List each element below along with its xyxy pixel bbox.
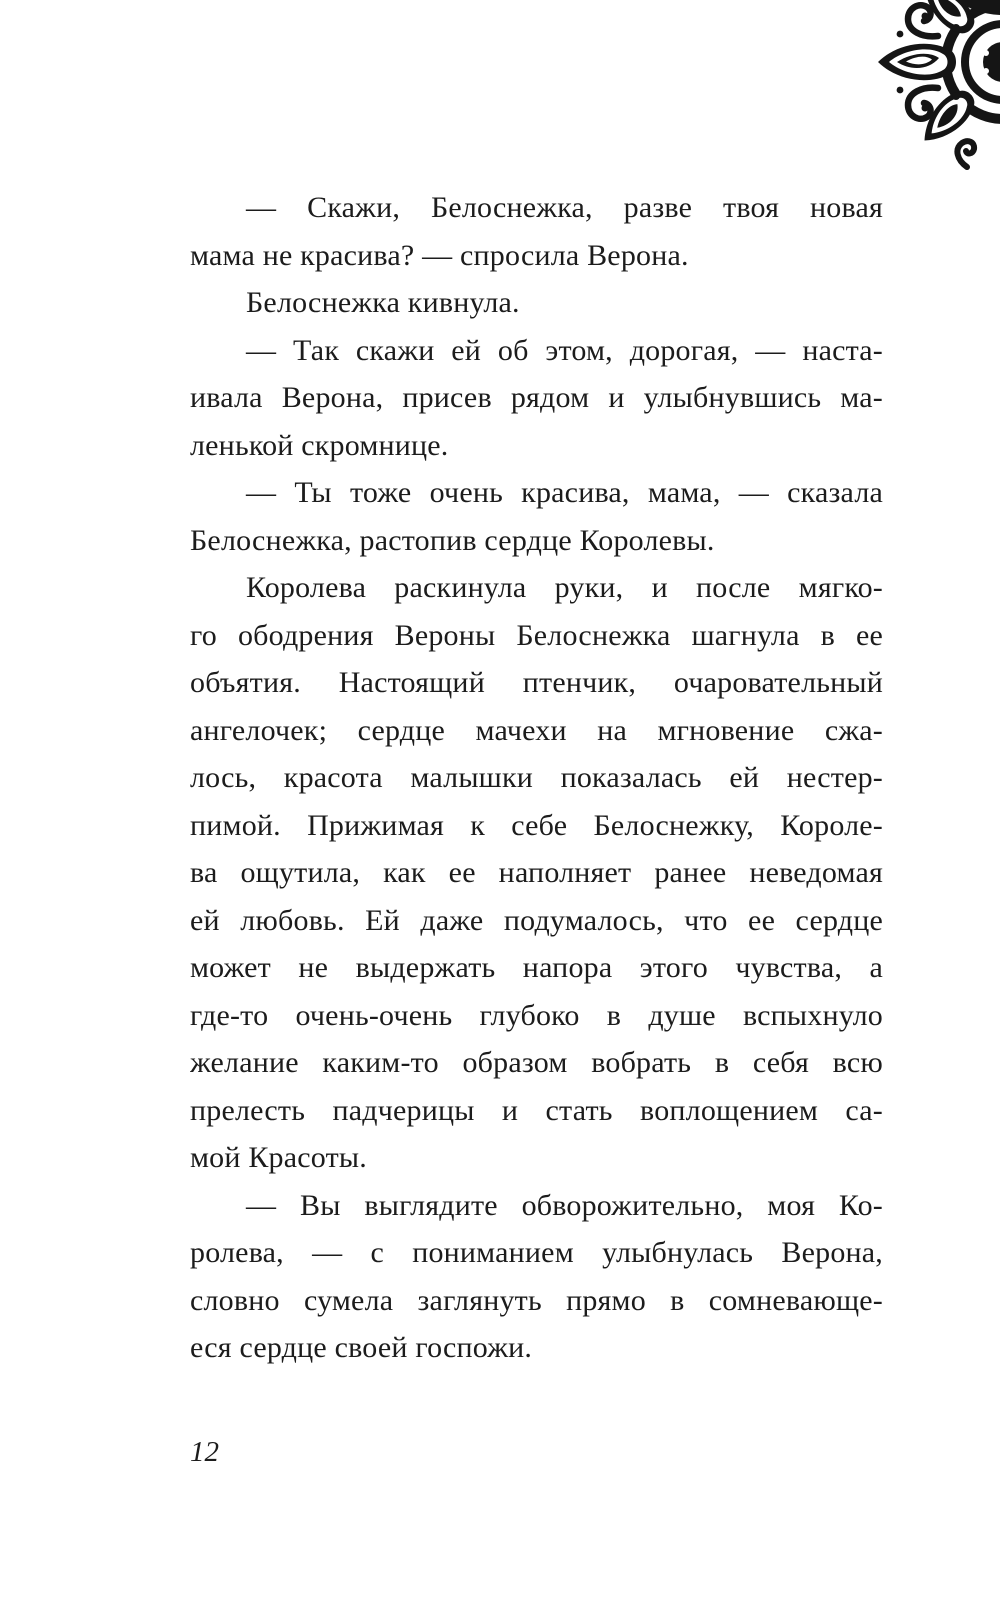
body-text [190, 184, 883, 1372]
text-line: где-то очень-очень глубоко в душе вспыхнуло [190, 998, 883, 1032]
page-number: 12 [190, 1436, 219, 1468]
text-line: го ободрения Вероны Белоснежка шагнула в ее [190, 618, 883, 652]
text-line: желание каким-то образом вобрать в себя всю [190, 1046, 883, 1079]
text-line: ангелочек; сердце мачехи на мгновение сжа- [190, 713, 883, 747]
text-line: ва ощутила, как ее наполняет ранее неведомая [190, 856, 883, 889]
text-line: Королева раскинула руки, и после мягко- [246, 571, 883, 604]
text-line: пимой. Прижимая к себе Белоснежку, Короле- [190, 808, 883, 842]
text-line: ивала Верона, присев рядом и улыбнувшись ма- [190, 381, 883, 414]
text-line: Белоснежка кивнула. [246, 286, 520, 319]
text-line: лось, красота малышки показалась ей нестер- [190, 761, 883, 794]
text-line: ленькой скромнице. [190, 428, 449, 462]
text-line: объятия. Настоящий птенчик, очаровательный [190, 666, 883, 699]
text-line: — Скажи, Белоснежка, разве твоя новая [246, 191, 883, 224]
damask-corner-ornament-icon [870, 0, 1000, 170]
text-line: Белоснежка, растопив сердце Королевы. [190, 523, 715, 557]
text-line: мой Красоты. [190, 1141, 367, 1174]
text-line: — Ты тоже очень красива, мама, — сказала [246, 476, 883, 509]
text-line: словно сумела заглянуть прямо в сомневающе- [190, 1283, 883, 1317]
text-line: может не выдержать напора этого чувства, а [190, 951, 883, 984]
text-line: мама не красива? — спросила Верона. [190, 238, 689, 272]
text-line: — Вы выглядите обворожительно, моя Ко- [246, 1188, 883, 1222]
text-line: прелесть падчерицы и стать воплощением са- [190, 1093, 883, 1127]
text-line: — Так скажи ей об этом, дорогая, — наста- [246, 333, 883, 367]
text-line: ей любовь. Ей даже подумалось, что ее сердце [190, 903, 883, 937]
text-line: еся сердце своей госпожи. [190, 1331, 533, 1364]
text-line: ролева, — с пониманием улыбнулась Верона, [190, 1236, 883, 1269]
